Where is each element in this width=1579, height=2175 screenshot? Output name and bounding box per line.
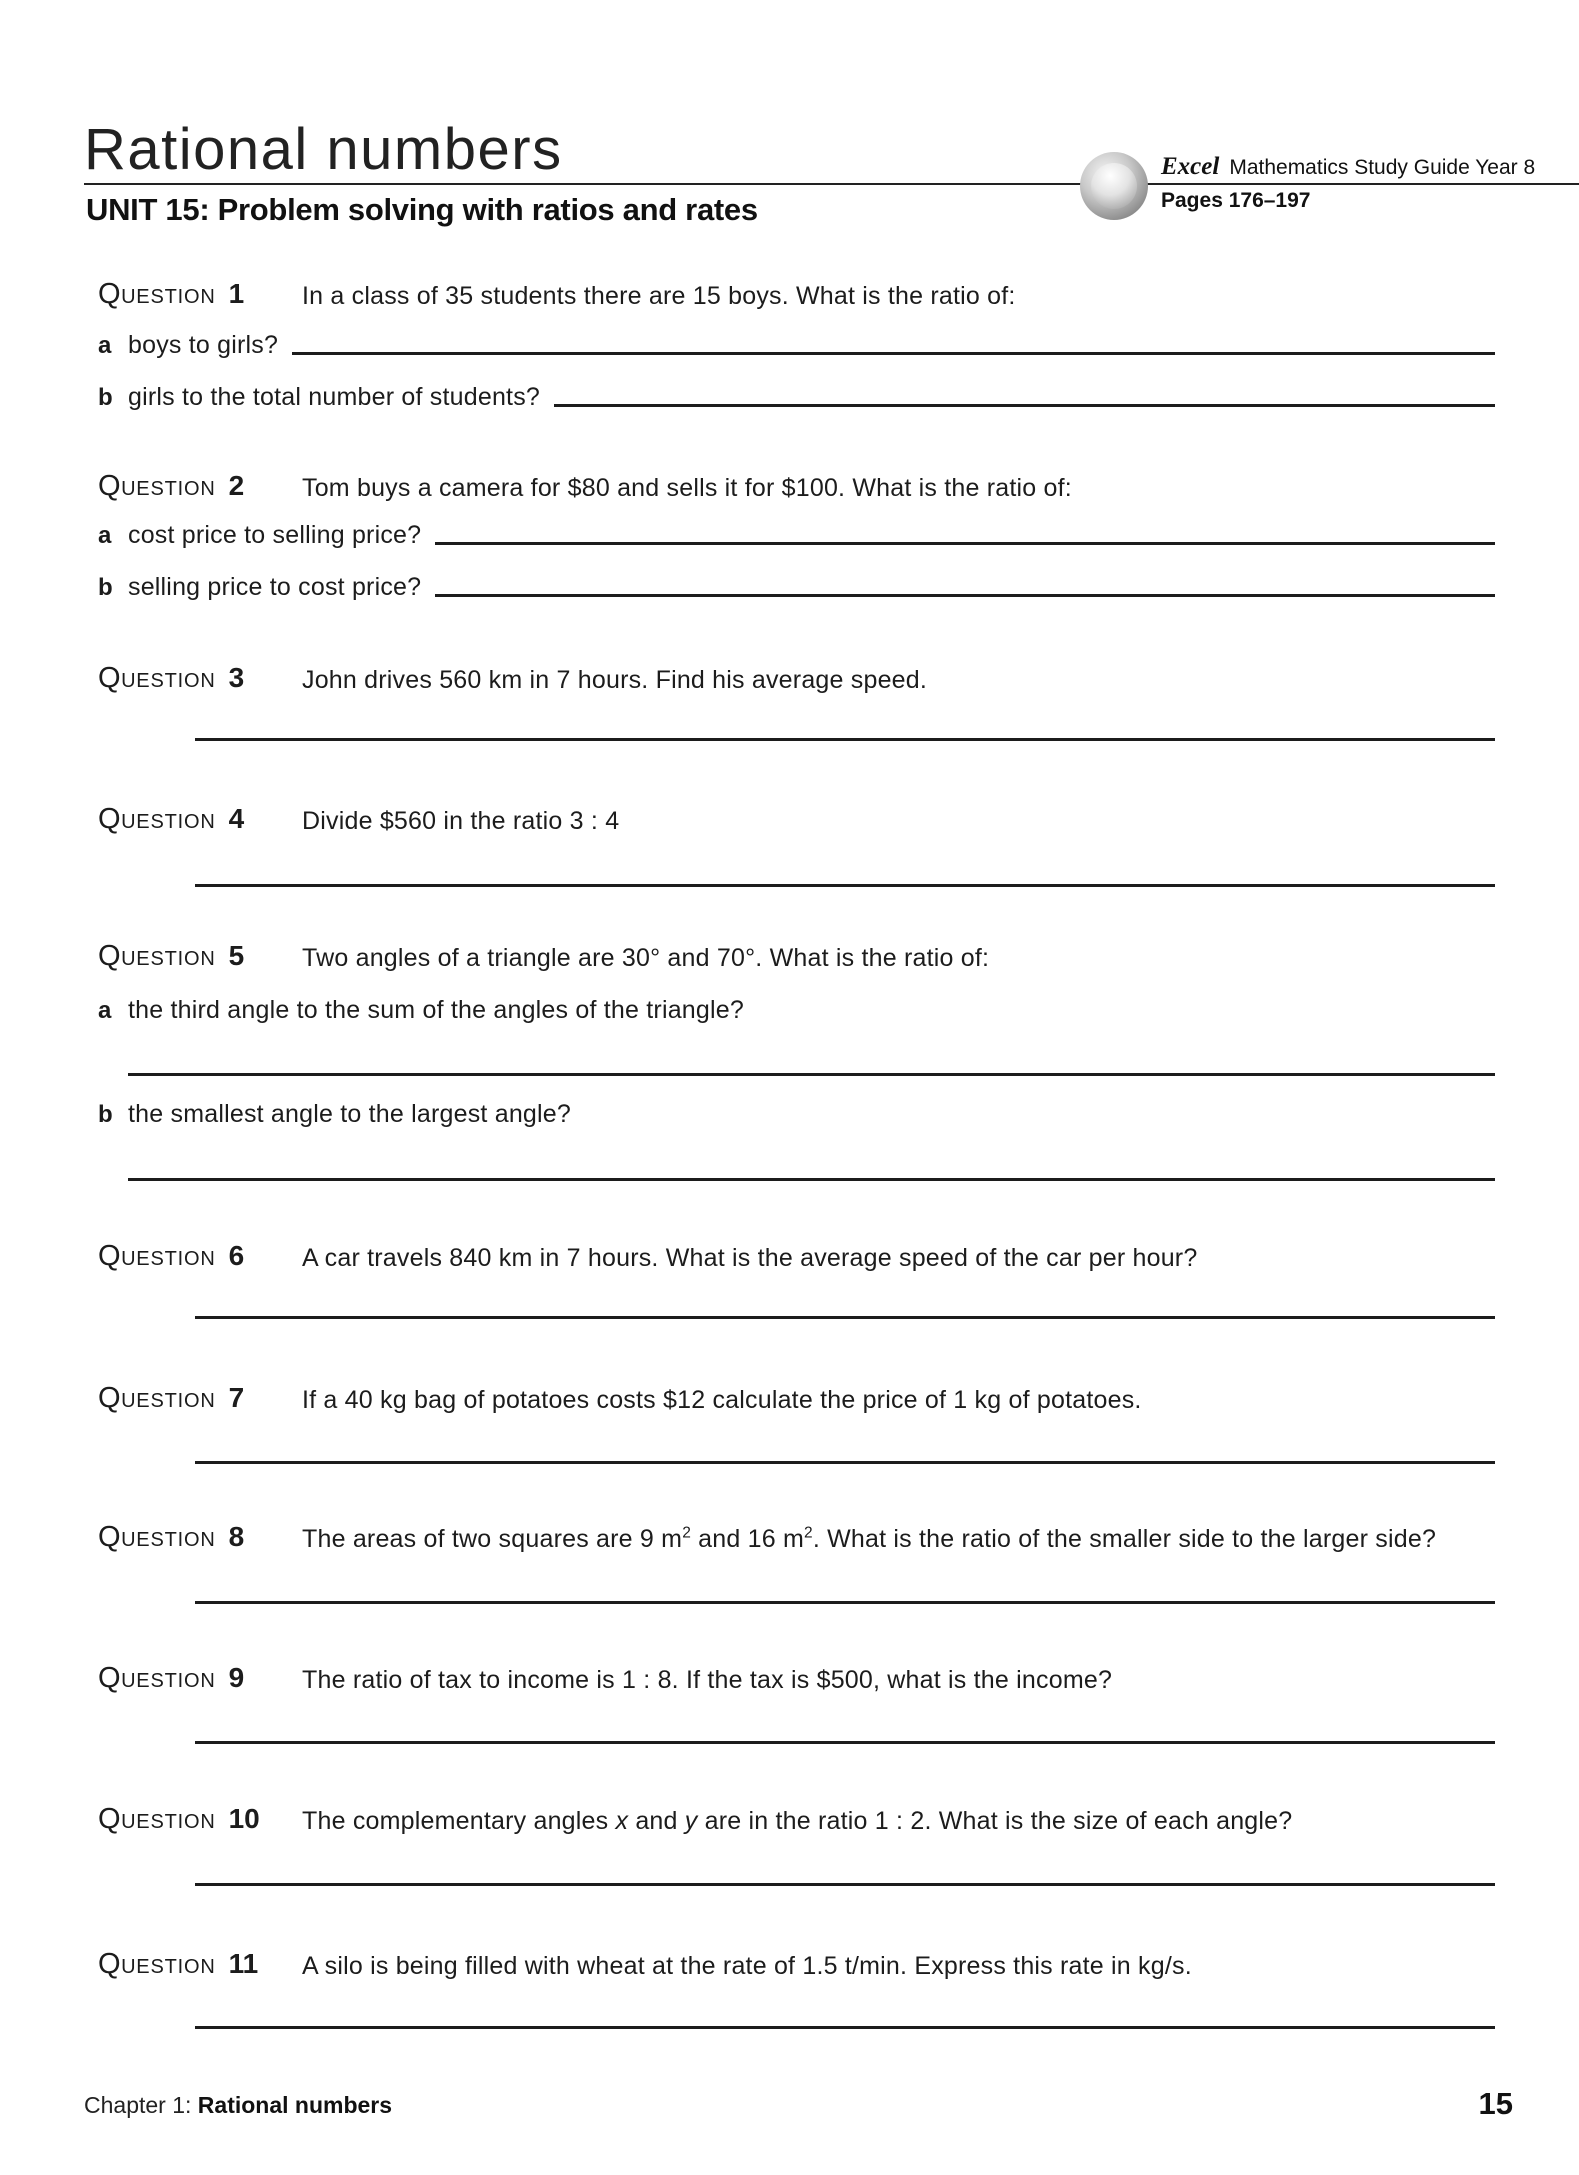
superscript: 2: [682, 1524, 692, 1542]
question-6: [98, 1240, 1495, 1274]
question-label-text: Q: [98, 1240, 122, 1272]
answer-line: [195, 1461, 1495, 1464]
part-letter: b: [98, 1101, 113, 1128]
question-label-text: Q: [98, 1382, 122, 1414]
question-label-text: Q: [98, 470, 122, 502]
question-5: [98, 940, 1495, 974]
answer-line: [195, 1883, 1495, 1886]
question-number: 2: [228, 470, 245, 501]
question-label: QUESTION 2: [98, 470, 245, 502]
page-number: 15: [1478, 2086, 1513, 2121]
part-letter: a: [98, 997, 112, 1024]
answer-line: [195, 1601, 1495, 1604]
question-1a: [98, 331, 1495, 360]
question-text: Divide $560 in the ratio 3 : 4: [302, 807, 620, 835]
question-label: QUESTION 4: [98, 803, 245, 835]
question-label-text: Q: [98, 803, 122, 835]
chapter-title: Rational numbers: [197, 2092, 393, 2118]
question-number: 10: [228, 1803, 260, 1834]
question-label: QUESTION 1: [98, 278, 245, 310]
question-text: John drives 560 km in 7 hours. Find his average speed.: [302, 666, 928, 694]
question-label: QUESTION 7: [98, 1382, 245, 1414]
question-number: 4: [228, 803, 245, 834]
part-letter: b: [98, 384, 113, 411]
question-text: The complementary angles x and y are in the ratio 1 : 2. What is the size of each angle?: [302, 1807, 1293, 1835]
question-text: In a class of 35 students there are 15 boys. What is the ratio of:: [302, 282, 1016, 310]
question-4: [98, 803, 1495, 837]
question-label-text: Q: [98, 278, 122, 310]
chapter-label: Chapter 1:: [84, 2092, 192, 2118]
pages-reference: Pages 176–197: [1161, 189, 1311, 212]
part-text: cost price to selling price?: [128, 521, 422, 549]
question-7: [98, 1382, 1495, 1416]
answer-line: [128, 1073, 1495, 1076]
question-3: [98, 662, 1495, 696]
question-label: QUESTION 11: [98, 1948, 259, 1980]
brand-name: Excel: [1161, 153, 1220, 180]
question-number: 9: [228, 1662, 245, 1693]
question-label-text: Q: [98, 1948, 122, 1980]
question-2b: [98, 573, 1495, 602]
question-number: 6: [228, 1240, 245, 1271]
question-2a: [98, 521, 1495, 550]
question-2: [98, 470, 1495, 504]
sphere-highlight: [1091, 163, 1137, 209]
part-letter: b: [98, 574, 113, 601]
question-label: QUESTION 9: [98, 1662, 245, 1694]
question-label-text: Q: [98, 940, 122, 972]
unit-heading: UNIT 15: Problem solving with ratios and rates: [86, 192, 758, 227]
question-number: 8: [228, 1521, 245, 1552]
question-text: The areas of two squares are 9 $m^2$ and 16 $m^2$. What is the ratio of the smaller side to the larger side?: [302, 1524, 1437, 1553]
answer-line: [435, 594, 1495, 597]
answer-line: [435, 542, 1495, 545]
question-text: Tom buys a camera for $80 and sells it for $100. What is the ratio of:: [302, 474, 1072, 502]
answer-line: [195, 884, 1495, 887]
question-label-text: Q: [98, 662, 122, 694]
question-number: 5: [228, 940, 245, 971]
question-1b: [98, 383, 1495, 412]
series-title: Mathematics Study Guide Year 8: [1229, 156, 1536, 179]
question-label-text: Q: [98, 1521, 122, 1553]
question-label-text: Q: [98, 1662, 122, 1694]
variable-x: x: [615, 1807, 629, 1835]
badge-text: [1161, 153, 1535, 181]
part-text: boys to girls?: [128, 331, 279, 359]
answer-line: [292, 352, 1495, 355]
answer-line: [554, 404, 1495, 407]
question-label: QUESTION 5: [98, 940, 245, 972]
header-divider: [84, 183, 1579, 185]
question-8: [98, 1521, 1495, 1555]
part-letter: a: [98, 522, 112, 549]
question-5a: [98, 996, 1495, 1025]
variable-y: y: [684, 1807, 698, 1835]
part-text: the third angle to the sum of the angles of the triangle?: [128, 996, 744, 1024]
answer-line: [195, 738, 1495, 741]
question-number: 11: [228, 1948, 259, 1979]
question-5b: [98, 1100, 1495, 1129]
question-number: 7: [228, 1382, 245, 1413]
part-text: selling price to cost price?: [128, 573, 422, 601]
question-10: [98, 1803, 1495, 1837]
part-text: the smallest angle to the largest angle?: [128, 1100, 571, 1128]
question-label: QUESTION 6: [98, 1240, 245, 1272]
answer-line: [195, 1316, 1495, 1319]
footer-chapter: [84, 2092, 392, 2119]
question-text: If a 40 kg bag of potatoes costs $12 calculate the price of 1 kg of potatoes.: [302, 1386, 1142, 1414]
question-label: QUESTION 3: [98, 662, 245, 694]
question-number: 3: [228, 662, 245, 693]
question-1: [98, 278, 1495, 312]
superscript: 2: [804, 1524, 813, 1542]
answer-line: [128, 1178, 1495, 1181]
page-title: Rational numbers: [84, 117, 563, 182]
question-text: Two angles of a triangle are 30° and 70°. What is the ratio of:: [302, 944, 990, 972]
answer-line: [195, 1741, 1495, 1744]
question-number: 1: [228, 278, 245, 309]
question-label: QUESTION 10: [98, 1803, 260, 1835]
part-text: girls to the total number of students?: [128, 383, 540, 411]
question-text: A silo is being filled with wheat at the rate of 1.5 t/min. Express this rate in kg/s.: [302, 1952, 1192, 1980]
question-9: [98, 1662, 1495, 1696]
question-label: QUESTION 8: [98, 1521, 245, 1553]
part-letter: a: [98, 332, 112, 359]
question-label-text: Q: [98, 1803, 122, 1835]
question-11: [98, 1948, 1495, 1982]
answer-line: [195, 2026, 1495, 2029]
question-text: The ratio of tax to income is 1 : 8. If the tax is $500, what is the income?: [302, 1666, 1113, 1694]
excel-logo-sphere-icon: [1080, 152, 1148, 220]
question-text: A car travels 840 km in 7 hours. What is the average speed of the car per hour?: [302, 1244, 1198, 1272]
